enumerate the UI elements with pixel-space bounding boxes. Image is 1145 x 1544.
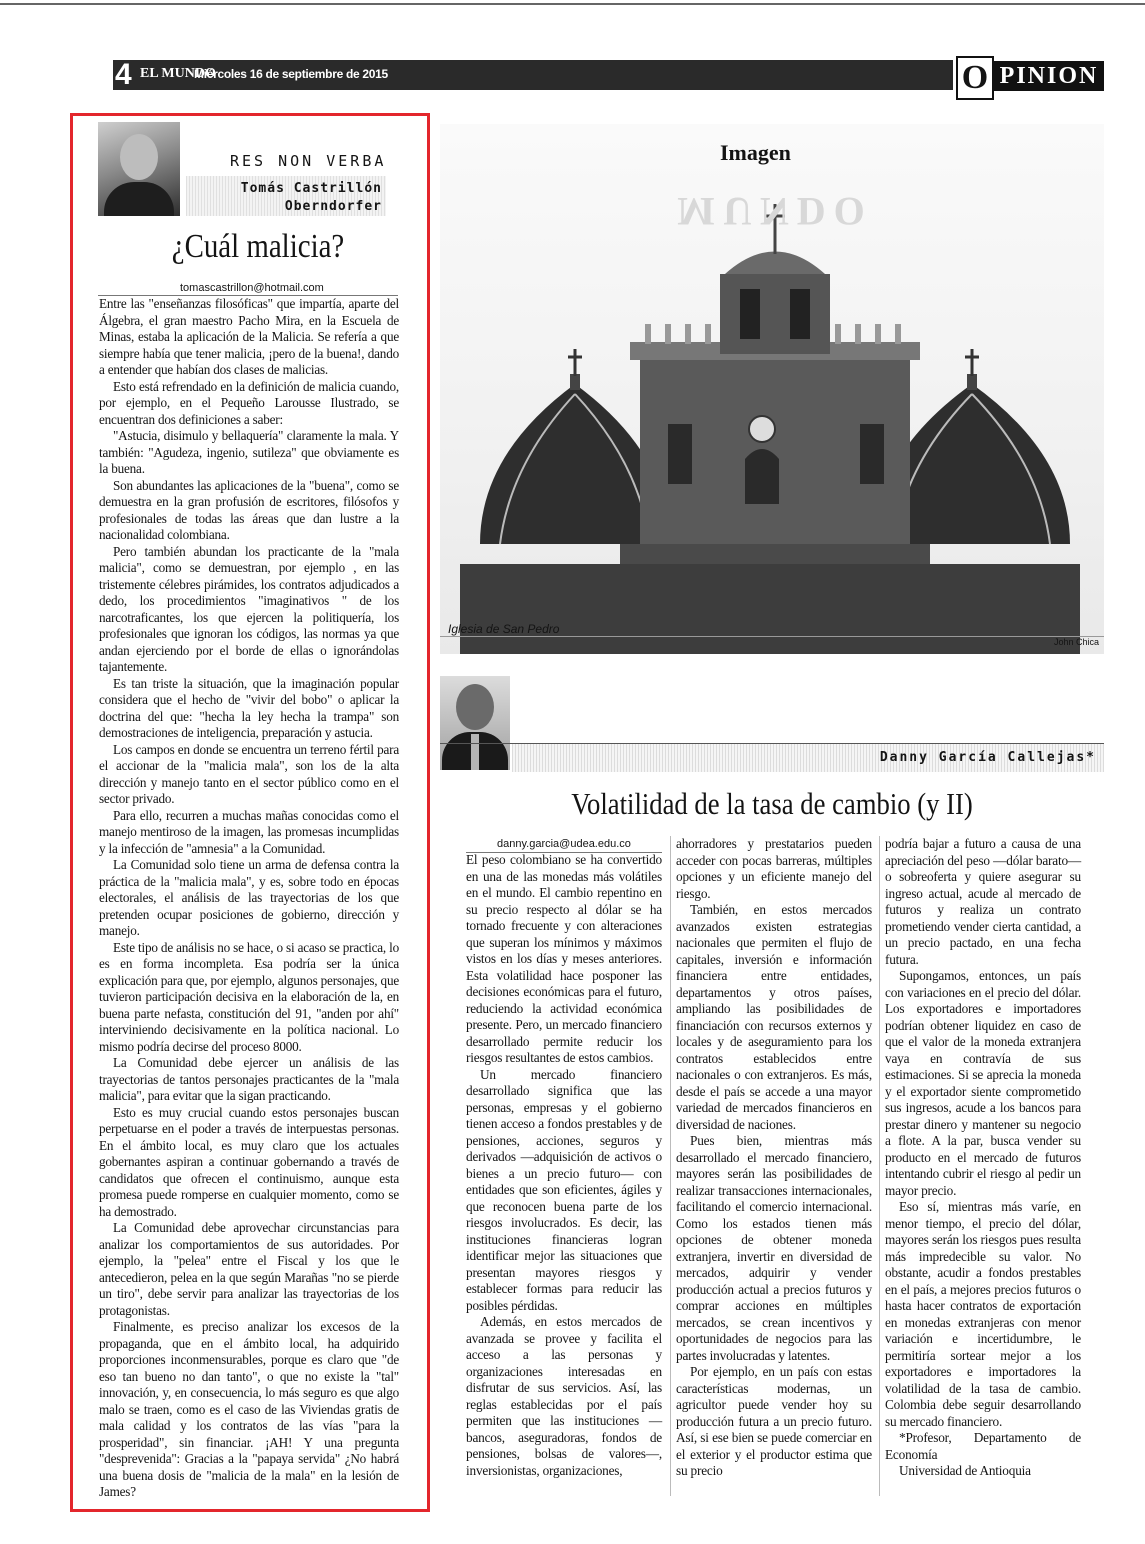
author-photo bbox=[98, 122, 180, 216]
author-email: tomascastrillon@hotmail.com bbox=[180, 282, 324, 294]
author-name: Danny García Callejas* bbox=[879, 750, 1096, 765]
paragraph: Son abundantes las aplicaciones de la "buena", como se demuestra en la gran profusión de escritores, filósofos y profesionales de todas las áreas que dan lustre a la nacionalidad colombiana. bbox=[99, 477, 399, 542]
author-affiliation: Universidad de Antioquia bbox=[899, 1463, 1031, 1478]
author-name-line1: Tomás Castrillón bbox=[240, 181, 382, 196]
paragraph: Supongamos, entonces, un país con variaciones en el precio del dólar. Los exportadores e importadores podrían obtener liquidez en caso de que el valor de la moneda extranjera vaya en contravía de sus estimaciones. Si se aprecia la moneda y el exportador siente comprometido sus ingresos, acude a los bancos para prestar dinero y mantener su negocio a flote. A la par, busca vender su producto en el mercado de futuros intentando cubrir el riesgo al pedir un mayor precio. bbox=[885, 968, 1081, 1198]
section-initial: O bbox=[956, 56, 994, 100]
author-name bbox=[222, 180, 382, 216]
column-divider bbox=[879, 836, 880, 1496]
article-column-2 bbox=[676, 836, 872, 1480]
article-body bbox=[99, 296, 399, 1501]
paragraph: Pero también abundan los practicante de la "mala malicia", como se demuestran, por ejemplo , en las tristemente célebres pirámides, los contratos adjudicados a dedo, los procedimientos "imaginativos " de los narcotraficantes, los que ejercen la politiquería, los profesionales que ignoran los códigos, las normas ya que andan ejerciendo por el borde de ellas o ignorándolas tajantemente. bbox=[99, 543, 399, 674]
page-number: 4 bbox=[115, 58, 132, 91]
paragraph: Eso sí, mientras más varíe, en menor tiempo, el precio del dólar, mayores serán los riesgos pues resulta más impredecible su valor. No obstante, acudir a fondos prestables en el país, a mejores precios futuros o hasta hacer contratos de exportación en monedas extranjeras con menor variación e incertidumbre, le permitiría sortear mejor a los exportadores e importadores la volatilidad de la tasa de cambio. Colombia debe seguir desarrollando su mercado financiero. bbox=[885, 1199, 1081, 1429]
author-email: danny.garcia@udea.edu.co bbox=[497, 838, 631, 850]
paragraph: Esto es muy crucial cuando estos personajes buscan perpetuarse en el poder a través de interpuestas personas. En el ámbito local, es muy claro que los actuales gobernantes aspiran a continuar gobernando a través de candidatos que ofrecen el continuismo, aunque esta promesa puede romperse en cualquier momento, como se ha demostrado. bbox=[99, 1104, 399, 1219]
divider bbox=[440, 636, 1104, 637]
article-title: Volatilidad de la tasa de cambio (y II) bbox=[571, 786, 973, 821]
paragraph: Además, en estos mercados de avanzada se provee y facilita el acceso a las personas y organizaciones interesadas en disfrutar de sus servicios. Así, las reglas establecidas por el país permiten que las instituciones — bancos, aseguradoras, fondos de pensiones, bolsas de valores—, inversionistas, organizaciones, bbox=[466, 1314, 662, 1478]
author-note: *Profesor, Departamento de Economía bbox=[885, 1430, 1081, 1462]
paragraph: Es tan triste la situación, que la imaginación popular considera que el hecho de "vivir del bobo" o aplicar la doctrina del que: "hecha la ley hecha la trampa" son demostraciones de inteligencia, preparación y astucia. bbox=[99, 675, 399, 740]
paragraph: El peso colombiano se ha convertido en una de las monedas más volátiles en el mundo. El cambio repentino en su precio respecto al dólar se ha tornado frecuente y con alteraciones que superan los mínimos y máximos vistos en los días y meses anteriores. Esta volatilidad hace posponer las decisiones económicas para el futuro, reduciendo la actividad económica presente. Pero, un mercado financiero desarrollado permite reducir los riesgos resultantes de estos cambios. bbox=[466, 852, 662, 1065]
paragraph: Este tipo de análisis no se hace, o si acaso se practica, lo es en forma incompleta. Esa podría ser la única explicación para que, por ejemplo, algunos personajes, que tuvieron participación decisiva en la elaboración de la, en buena parte nefasta, constitución del 91, "anden por ahí" interviniendo decisivamente en la política nacional. Lo mismo podría decirse del proceso 8000. bbox=[99, 939, 399, 1054]
paragraph: podría bajar a futuro a causa de una apreciación del peso —dólar barato— o sobreoferta y quiere asegurar su ingreso actual, acude al mercado de futuros y realiza un contrato prometiendo vender cierta cantidad, a un precio pactado, en una fecha futura. bbox=[885, 836, 1081, 967]
paragraph: Pues bien, mientras más desarrollado el mercado financiero, mayores serán las posibilidades de realizar transacciones internacionales, facilitando el comercio internacional. Como los estados tienen más opciones de obtener moneda extranjera, invertir en diversidad de mercados, adquirir y vender producción actual a precios futuros y comprar acciones en múltiples mercados, se crean incentivos y oportunidades de negocios para las partes involucradas y latentes. bbox=[676, 1133, 872, 1363]
author-name-line2: Oberndorfer bbox=[284, 199, 382, 214]
column-name: RES NON VERBA bbox=[230, 152, 387, 170]
paragraph: Por ejemplo, en un país con estas características modernas, un agricultor puede vender hoy su producción futura a un precio futuro. Así, si ese bien se puede comerciar en el exterior y el productor estima que su precio bbox=[676, 1364, 872, 1478]
image-caption: Iglesia de San Pedro bbox=[448, 622, 560, 636]
paragraph: También, en estos mercados avanzados existen estrategias nacionales que permiten el flujo de capitales, inversión e información financiera entre entidades, departamentos y otros países, ampliando las posibilidades de financiación con recursos externos y locales y de aseguramiento para los contratos establecidos entre nacionales o con extranjeros. Es más, desde el país se accede a una mayor variedad de mercados financieros en diversidad de naciones. bbox=[676, 902, 872, 1132]
paragraph: La Comunidad solo tiene un arma de defensa contra la práctica de la "malicia mala", y es, sobre todo en épocas electorales, el análisis de las trayectorias de los que pretenden ocupar posiciones de gobierno, dirección y manejo. bbox=[99, 857, 399, 938]
ghost-text: MUNDO bbox=[677, 189, 873, 234]
newspaper-name: EL MUNDO bbox=[140, 66, 216, 81]
photo-credit: John Chica bbox=[1054, 637, 1100, 647]
paragraph: La Comunidad debe ejercer un análisis de las trayectorias de tantos personajes practicantes de la "mala malicia", para evitar que la sigan practicando. bbox=[99, 1055, 399, 1103]
image-section-title: Imagen bbox=[720, 140, 791, 165]
paragraph: Un mercado financiero desarrollado significa que las personas, empresas y el gobierno tienen acceso a fondos prestables y de pensiones, acciones, seguros y derivados —adquisición de activos o bienes a un precio futuro— con entidades que son eficientes, ágiles y que reconocen buena parte de los riesgos involucrados. Es decir, las instituciones financieras logran identificar mejor las situaciones que presentan mayores riesgos y establecer formas para reducir las posibles pérdidas. bbox=[466, 1066, 662, 1313]
paragraph: ahorradores y prestatarios pueden acceder con pocas barreras, múltiples opciones y un eficiente manejo del riesgo. bbox=[676, 836, 872, 901]
top-rule bbox=[0, 3, 1145, 5]
paragraph: "Astucia, disimulo y bellaquería" claramente la mala. Y también: "Agudeza, ingenio, sutileza" que obviamente es la buena. bbox=[99, 428, 399, 476]
paragraph: Esto está refrendado en la definición de malicia cuando, por ejemplo, en el Pequeño Larousse Ilustrado, se encuentran dos definiciones a saber: bbox=[99, 378, 399, 427]
paragraph: Para ello, recurren a muchas mañas conocidas como el manejo mentiroso de la imagen, las promesas incumplidas y la infección de "amnesia" a la Comunidad. bbox=[99, 807, 399, 856]
article-column-3 bbox=[885, 836, 1081, 1480]
paragraph: Entre las "enseñanzas filosóficas" que impartía, aparte del Álgebra, el gran maestro Pacho Mira, en la Escuela de Minas, estaba la aplicación de la Malicia. Se refería a que siempre había que tener malicia, ¡pero de la buena!, dando a entender que habían dos clases de malicias. bbox=[99, 296, 399, 377]
issue-date: Miércoles 16 de septiembre de 2015 bbox=[194, 67, 388, 81]
author-photo bbox=[440, 676, 510, 770]
article-title: ¿Cuál malicia? bbox=[171, 228, 345, 265]
paragraph: Los campos en donde se encuentra un terreno fértil para el accionar de la "malicia mala", son los de la alta dirección y manejo tanto en el sector público como en el sector privado. bbox=[99, 741, 399, 806]
article-column-1 bbox=[466, 852, 662, 1479]
section-title: PINION bbox=[994, 61, 1104, 91]
column-divider bbox=[670, 836, 671, 1496]
paragraph: La Comunidad debe aprovechar circunstancias para analizar los comportamientos de sus autoridades. Por ejemplo, la "pelea" entre el Fiscal y los que le antecedieron, pelea en la que según Marañas "no se pierde un tiro", debe servir para analizar las trayectorias de los protagonistas. bbox=[99, 1220, 399, 1318]
paragraph: Finalmente, es preciso analizar los excesos de la propaganda, que en el ámbito local, ha adquirido proporciones inconmensurables, porque es claro que "de eso tan bueno no dan tanto", o que no existe la "tal" innovación, y, en consecuencia, lo más seguro es que algo malo se traen, como es el caso de las Viviendas gratis de mala calidad y los contratos de las vías "para la prosperidad", sin financiar. ¡AH! Y una pregunta "desprevenida": Gracias a la "papaya servida" ¿No habrá una buena dosis de "malicia de la mala" en la lesión de James? bbox=[99, 1319, 399, 1499]
